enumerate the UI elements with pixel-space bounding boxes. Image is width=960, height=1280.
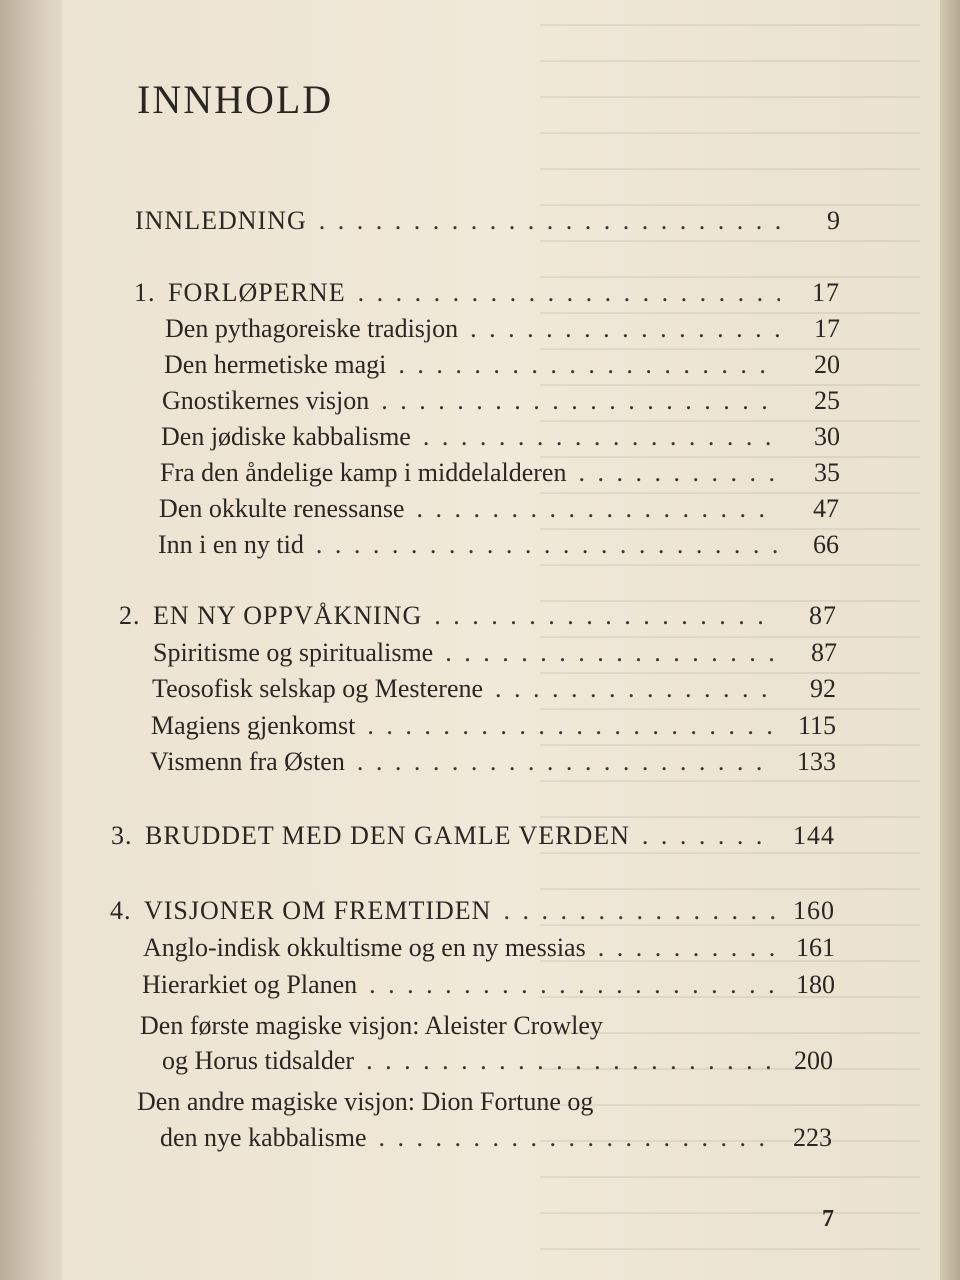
dot-leader	[366, 1045, 773, 1077]
toc-page-number: 161	[796, 933, 835, 962]
toc-label: INNLEDNING	[135, 206, 307, 235]
toc-section	[160, 1120, 832, 1154]
toc-section	[164, 347, 840, 381]
toc-page-number: 66	[813, 530, 839, 559]
toc-page-number: 115	[797, 711, 836, 740]
toc-entry-intro	[135, 203, 841, 237]
toc-section-line1: Den første magiske visjon: Aleister Crowley	[140, 1011, 603, 1040]
dot-leader	[445, 637, 777, 669]
chapter-title: FORLØPERNE	[168, 278, 346, 307]
toc-label: og Horus tidsalder	[162, 1046, 355, 1075]
toc-section	[158, 527, 839, 561]
dot-leader	[316, 529, 779, 561]
toc-page-number: 144	[793, 821, 835, 850]
dot-leader	[578, 457, 780, 489]
toc-chapter-1	[134, 275, 840, 309]
toc-page-number: 30	[814, 422, 840, 451]
toc-label: Magiens gjenkomst	[151, 711, 356, 740]
toc-section	[151, 708, 836, 742]
toc-section	[152, 671, 836, 705]
toc-page-number: 200	[794, 1046, 833, 1075]
dot-leader	[642, 820, 775, 852]
toc-chapter-2	[119, 598, 837, 632]
dot-leader	[470, 313, 780, 345]
toc-label: Teosofisk selskap og Mesterene	[152, 674, 484, 703]
toc-page-number: 20	[814, 350, 840, 379]
toc-section	[161, 419, 840, 453]
toc-page-number: 92	[810, 674, 836, 703]
toc-section	[165, 311, 840, 345]
toc-section	[150, 744, 836, 778]
dot-leader	[319, 205, 781, 237]
toc-page-number: 87	[809, 601, 837, 630]
toc-label: Fra den åndelige kamp i middelalderen	[160, 458, 567, 487]
dot-leader	[379, 1122, 773, 1154]
toc-page-number: 25	[814, 386, 840, 415]
book-gutter-shadow	[0, 0, 70, 1280]
chapter-title: EN NY OPPVÅKNING	[153, 601, 423, 630]
dot-leader	[358, 277, 780, 309]
dot-leader	[434, 600, 777, 632]
toc-page-number: 87	[811, 638, 837, 667]
chapter-number: 3.	[111, 821, 133, 850]
toc-label: Den jødiske kabbalisme	[161, 422, 411, 451]
toc-label: Spiritisme og spiritualisme	[153, 638, 434, 667]
chapter-number: 2.	[119, 601, 141, 630]
toc-chapter-4	[110, 893, 835, 927]
toc-page-number: 180	[796, 970, 835, 999]
dot-leader	[381, 385, 780, 417]
toc-page-number: 47	[813, 494, 839, 523]
toc-label: den nye kabbalisme	[160, 1123, 367, 1152]
toc-label: Anglo-indisk okkultisme og en ny messias	[143, 933, 586, 962]
toc-chapter-3	[111, 818, 835, 852]
toc-section	[159, 491, 839, 525]
dot-leader	[598, 932, 775, 964]
toc-page-number: 17	[812, 278, 840, 307]
toc-page-number: 9	[827, 206, 841, 235]
dot-leader	[357, 746, 776, 778]
page-title: INNHOLD	[137, 77, 334, 122]
chapter-number: 4.	[110, 896, 132, 925]
chapter-title: BRUDDET MED DEN GAMLE VERDEN	[145, 821, 630, 850]
dot-leader	[495, 673, 776, 705]
toc-label: Vismenn fra Østen	[150, 747, 345, 776]
toc-section	[142, 967, 835, 1001]
toc-page-number: 35	[814, 458, 840, 487]
chapter-number: 1.	[134, 278, 156, 307]
toc-page-number: 17	[814, 314, 840, 343]
dot-leader	[503, 895, 775, 927]
dot-leader	[423, 421, 780, 453]
chapter-title: VISJONER OM FREMTIDEN	[144, 896, 492, 925]
toc-label: Inn i en ny tid	[158, 530, 304, 559]
toc-page-number: 223	[793, 1123, 832, 1152]
toc-section	[162, 1043, 833, 1077]
toc-label: Den hermetiske magi	[164, 350, 387, 379]
toc-section	[153, 635, 837, 669]
toc-section	[160, 455, 840, 489]
toc-section	[143, 930, 835, 964]
toc-label: Gnostikernes visjon	[162, 386, 370, 415]
toc-page-number: 160	[793, 896, 835, 925]
dot-leader	[398, 349, 780, 381]
toc-page-number: 133	[797, 747, 836, 776]
page-edge	[940, 0, 960, 1280]
toc-label: Den pythagoreiske tradisjon	[165, 314, 459, 343]
dot-leader	[369, 969, 775, 1001]
dot-leader	[367, 710, 776, 742]
dot-leader	[416, 493, 779, 525]
toc-section-line1: Den andre magiske visjon: Dion Fortune og	[137, 1087, 594, 1116]
page-number: 7	[822, 1206, 834, 1232]
toc-label: Den okkulte renessanse	[159, 494, 405, 523]
toc-label: Hierarkiet og Planen	[142, 970, 358, 999]
toc-section	[162, 383, 840, 417]
